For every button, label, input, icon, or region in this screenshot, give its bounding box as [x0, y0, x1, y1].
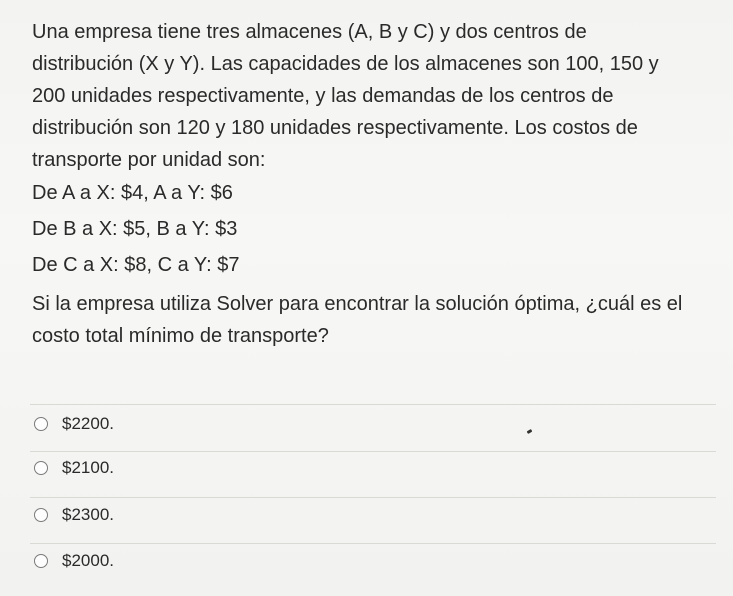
answer-option-label: $2000. [62, 551, 114, 570]
divider [30, 543, 716, 544]
question-line: 200 unidades respectivamente, y las demandas de los centros de [32, 85, 614, 107]
answer-option-2[interactable] [34, 456, 114, 480]
question-prompt-line: costo total mínimo de transporte? [32, 325, 329, 347]
question-line: distribución son 120 y 180 unidades respectivamente. Los costos de [32, 117, 638, 139]
answer-option-4[interactable] [34, 549, 114, 573]
answer-option-label: $2300. [62, 505, 114, 524]
cost-line-c: De C a X: $8, C a Y: $7 [32, 254, 240, 276]
radio-button[interactable] [34, 417, 48, 431]
radio-button[interactable] [34, 508, 48, 522]
divider [30, 497, 716, 498]
radio-button[interactable] [34, 461, 48, 475]
question-line: distribución (X y Y). Las capacidades de los almacenes son 100, 150 y [32, 53, 659, 75]
answer-option-3[interactable] [34, 503, 114, 527]
divider [30, 451, 716, 452]
divider [30, 404, 716, 405]
answer-option-label: $2200. [62, 414, 114, 433]
question-line: Una empresa tiene tres almacenes (A, B y C) y dos centros de [32, 21, 587, 43]
cost-line-b: De B a X: $5, B a Y: $3 [32, 218, 238, 240]
radio-button[interactable] [34, 554, 48, 568]
cost-line-a: De A a X: $4, A a Y: $6 [32, 182, 233, 204]
answer-option-label: $2100. [62, 458, 114, 477]
question-prompt-line: Si la empresa utiliza Solver para encontrar la solución óptima, ¿cuál es el [32, 293, 683, 315]
question-text [32, 16, 718, 352]
mouse-cursor-icon [527, 429, 533, 434]
answer-option-1[interactable] [34, 412, 114, 436]
question-line: transporte por unidad son: [32, 149, 266, 171]
